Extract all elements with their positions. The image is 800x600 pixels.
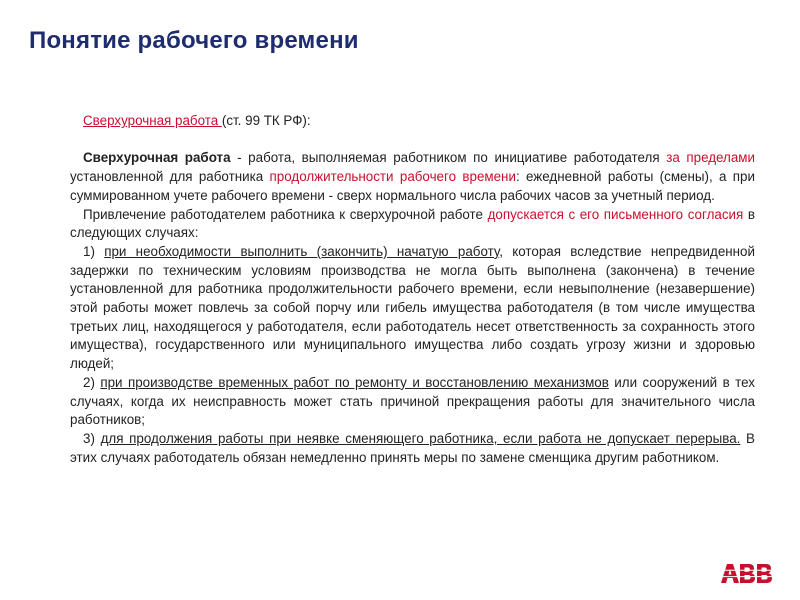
abb-logo bbox=[721, 564, 777, 583]
definition-text-3: : ежедневной работы (смены), а при суммированном учете рабочего времени - сверх нормального числа рабочих часов за учетный период. bbox=[70, 169, 755, 203]
case-3-text: В этих случаях работодатель обязан немедленно принять меры по замене сменщика другим работником. bbox=[70, 430, 755, 465]
case-1-number: 1) bbox=[83, 243, 105, 259]
case-3-number: 3) bbox=[83, 430, 101, 446]
consent-paragraph bbox=[70, 206, 755, 243]
case-2-number: 2) bbox=[83, 374, 101, 390]
definition-highlight-outside: за пределами bbox=[666, 150, 755, 166]
consent-text-1: Привлечение работодателем работника к сверхурочной работе bbox=[83, 206, 488, 222]
case-2-text: или сооружений в тех случаях, когда их неисправность может стать причиной прекращения работы для значительного числа работников; bbox=[70, 374, 755, 428]
section-heading bbox=[70, 112, 755, 131]
case-1-text: , которая вследствие непредвиденной задержки по техническим условиям производства не могла быть выполнена (закончена) в течение установленной для работника продолжительности рабочего времени, если невыполнение (незавершение) этой работы может повлечь за собой порчу или гибель имущества работодателя (в том числе имущества третьих лиц, находящегося у работодателя, если работодатель несет ответственность за сохранность этого имущества), государственного или муниципального имущества либо создать угрозу жизни и здоровью людей; bbox=[70, 243, 755, 372]
definition-text-2: установленной для работника bbox=[70, 169, 270, 185]
overtime-article-link[interactable]: Сверхурочная работа bbox=[83, 113, 222, 128]
definition-highlight-duration: продолжительности рабочего времени bbox=[269, 169, 516, 185]
definition-paragraph bbox=[70, 149, 755, 205]
page-title: Понятие рабочего времени bbox=[29, 27, 359, 54]
definition-term: Сверхурочная работа bbox=[83, 150, 231, 166]
consent-text-2: в следующих случаях: bbox=[70, 206, 755, 241]
case-1-condition: при необходимости выполнить (закончить) начатую работу bbox=[104, 243, 500, 259]
case-2-condition: при производстве временных работ по ремонту и восстановлению механизмов bbox=[100, 374, 609, 390]
consent-highlight: допускается с его письменного согласия bbox=[487, 206, 744, 222]
case-item-1 bbox=[70, 243, 755, 374]
case-item-2 bbox=[70, 374, 755, 430]
article-reference: (ст. 99 ТК РФ): bbox=[221, 113, 311, 128]
case-item-3 bbox=[70, 430, 755, 467]
case-3-condition: для продолжения работы при неявке сменяющего работника, если работа не допускает перерыва. bbox=[100, 430, 741, 446]
definition-text-1: - работа, выполняемая работником по инициативе работодателя bbox=[230, 150, 667, 166]
content-body bbox=[70, 112, 755, 467]
